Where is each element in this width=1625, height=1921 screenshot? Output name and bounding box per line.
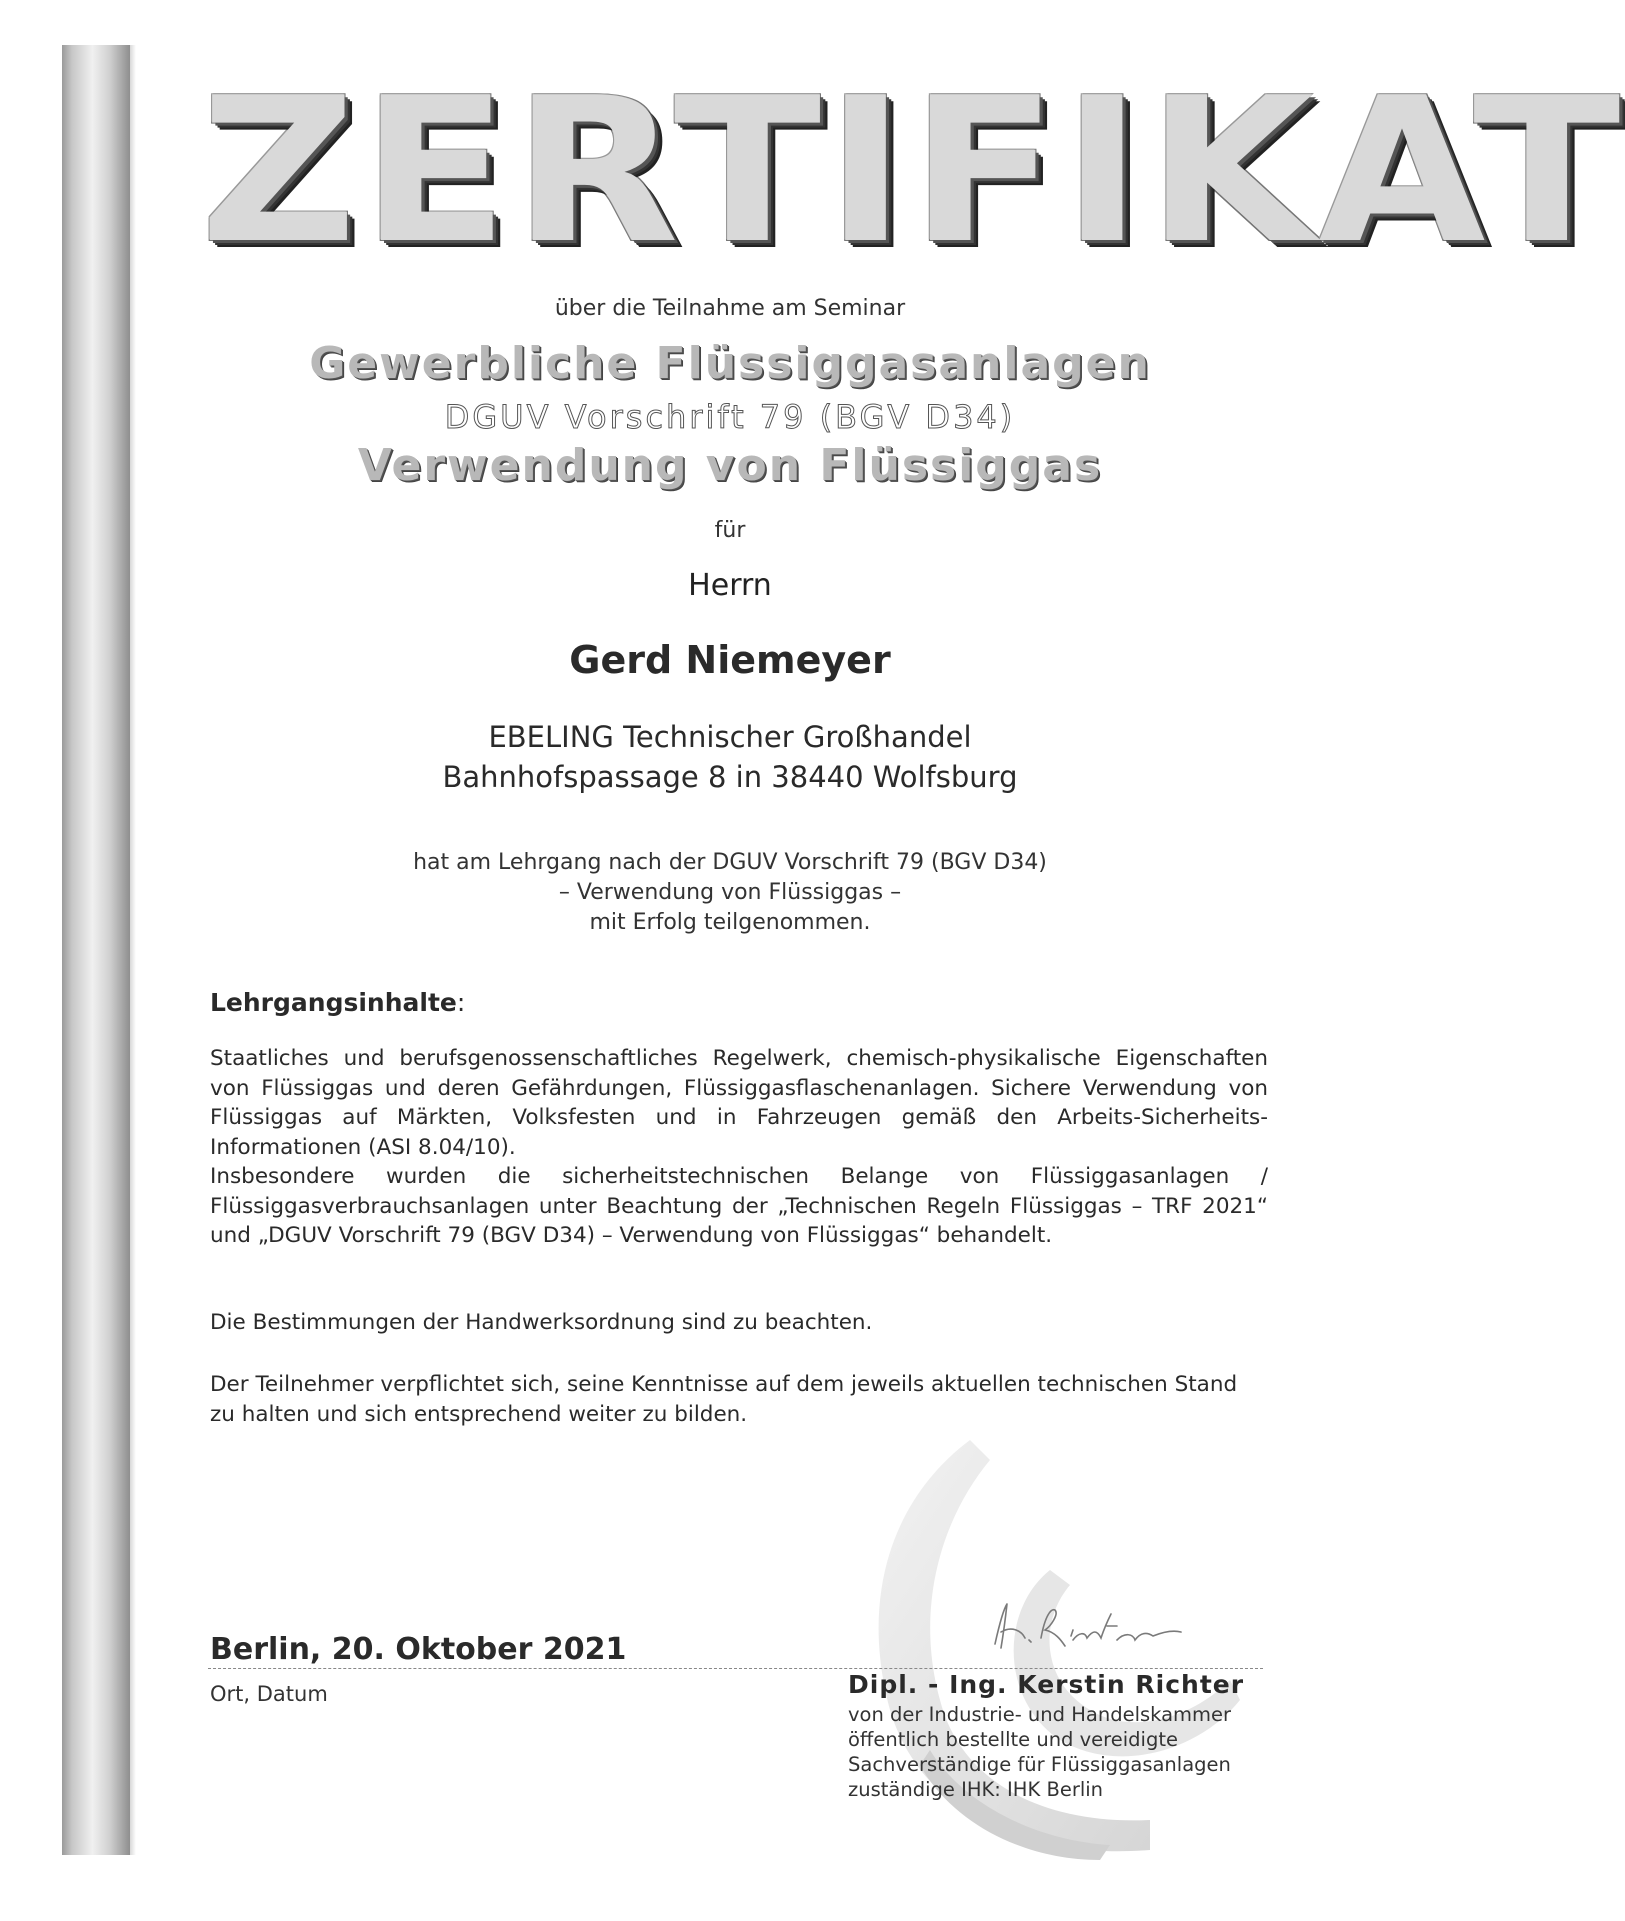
statement-line: hat am Lehrgang nach der DGUV Vorschrift 79 (BGV D34): [413, 850, 1047, 875]
signer-details: [848, 1702, 1231, 1802]
certificate-subtitle: über die Teilnahme am Seminar: [554, 296, 906, 321]
note-continuing-training: Der Teilnehmer verpflichtet sich, seine Kenntnisse auf dem jeweils aktuellen technischen Stand zu halten und sich entsprechend weiter zu bilden.: [210, 1372, 1238, 1427]
note-craft-regulations: Die Bestimmungen der Handwerksordnung sind zu beachten.: [210, 1310, 873, 1335]
place-date-caption: Ort, Datum: [210, 1682, 328, 1706]
participant-address: Bahnhofspassage 8 in 38440 Wolfsburg: [442, 760, 1018, 794]
seminar-regulation: DGUV Vorschrift 79 (BGV D34): [444, 398, 1016, 436]
statement-line: – Verwendung von Flüssiggas –: [558, 880, 902, 905]
certificate-title: ZERTIFIKAT: [200, 55, 1625, 288]
signature-image: [985, 1596, 1185, 1656]
signer-detail-line: öffentlich bestellte und vereidigte: [848, 1728, 1178, 1751]
seminar-title-line2: Verwendung von Flüssiggas: [357, 440, 1103, 491]
signature-line: [208, 1668, 1263, 1669]
statement-line: mit Erfolg teilgenommen.: [589, 910, 871, 935]
seminar-title-line1: Gewerbliche Flüssiggasanlagen: [309, 338, 1151, 389]
signer-detail-line: zuständige IHK: IHK Berlin: [848, 1778, 1104, 1801]
contents-heading: [210, 988, 1268, 1017]
contents-text: [210, 1044, 1268, 1251]
participant-name: Gerd Niemeyer: [569, 638, 891, 682]
signer-detail-line: von der Industrie- und Handelskammer: [848, 1703, 1232, 1726]
signer-detail-line: Sachverständige für Flüssiggasanlagen: [848, 1753, 1231, 1776]
decorative-side-bar: [62, 45, 130, 1855]
for-label: für: [714, 518, 746, 543]
contents-heading-text: Lehrgangsinhalte: [210, 988, 457, 1017]
contents-paragraph: Staatliches und berufsgenossenschaftliches Regelwerk, chemisch-physikalische Eigenschaften von Flüssiggas und deren Gefährdungen, Flüssiggasflaschenanlagen. Sichere Verwendung von Flüssiggas auf Märkten, Volksfesten und in Fahrzeugen gemäß den Arbeits-Sicherheits-Informationen (ASI 8.04/10).: [210, 1046, 1268, 1160]
contents-paragraph: Insbesondere wurden die sicherheitstechnischen Belange von Flüssiggasanlagen / Flüssiggasverbrauchsanlagen unter Beachtung der „Technischen Regeln Flüssiggas – TRF 2021“ und „DGUV Vorschrift 79 (BGV D34) – Verwendung von Flüssiggas“ behandelt.: [210, 1164, 1268, 1248]
signer-name: Dipl. - Ing. Kerstin Richter: [848, 1670, 1245, 1699]
place-date: Berlin, 20. Oktober 2021: [210, 1632, 627, 1667]
participant-company: EBELING Technischer Großhandel: [488, 720, 972, 754]
salutation: Herrn: [688, 568, 772, 603]
contents-heading-colon: :: [456, 988, 466, 1017]
